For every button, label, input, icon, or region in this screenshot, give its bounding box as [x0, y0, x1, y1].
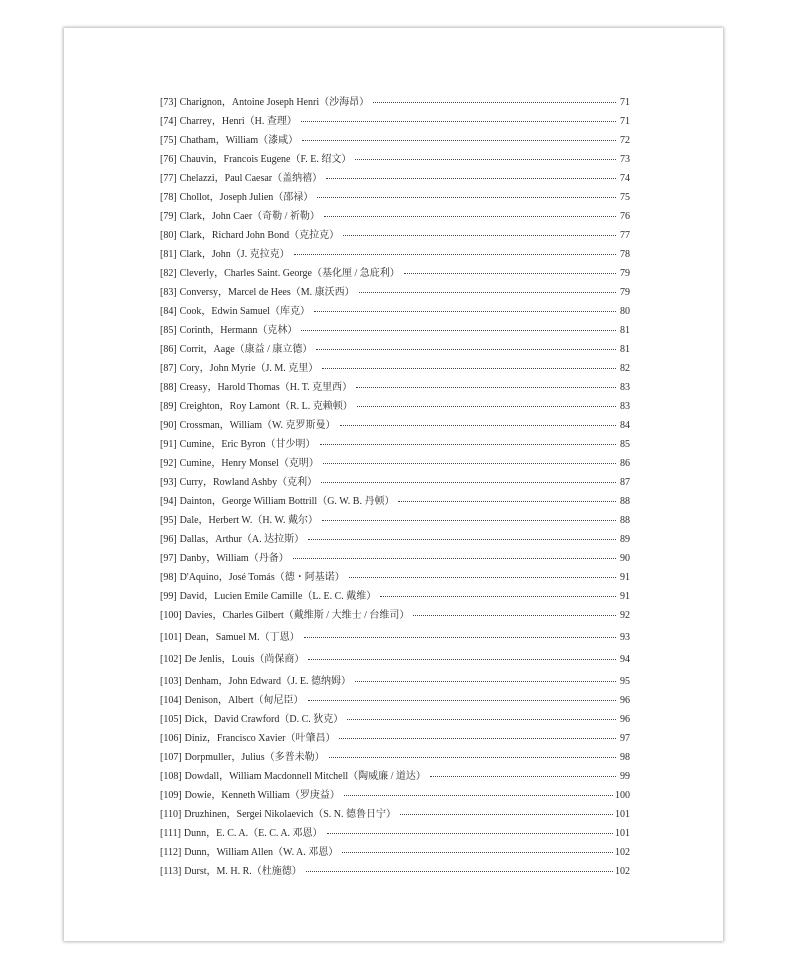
- entry-name: Chauvin，Francois Eugene（F. E. 绍文）: [179, 154, 352, 165]
- toc-entry: [160, 359, 630, 378]
- toc-entry: [160, 862, 630, 881]
- table-of-contents: [160, 93, 630, 881]
- dot-leader: [322, 520, 616, 521]
- toc-entry: [160, 691, 630, 710]
- toc-entry: [160, 748, 630, 767]
- entry-name: Charignon，Antoine Joseph Henri（沙海昂）: [179, 97, 370, 108]
- entry-number: [82]: [160, 268, 177, 279]
- dot-leader: [413, 615, 616, 616]
- entry-number: [103]: [160, 676, 182, 687]
- dot-leader: [316, 349, 616, 350]
- toc-entry: [160, 824, 630, 843]
- entry-name: Cumine，Henry Monsel（克明）: [179, 458, 319, 469]
- dot-leader: [357, 406, 616, 407]
- entry-number: [84]: [160, 306, 177, 317]
- entry-name: Clark，Richard John Bond（克拉克）: [179, 230, 340, 241]
- dot-leader: [344, 795, 613, 796]
- dot-leader: [359, 292, 616, 293]
- dot-leader: [321, 482, 616, 483]
- entry-page-number: 102: [615, 866, 630, 877]
- entry-page-number: 86: [620, 458, 630, 469]
- entry-number: [108]: [160, 771, 182, 782]
- entry-number: [101]: [160, 632, 182, 643]
- dot-leader: [404, 273, 616, 274]
- dot-leader: [355, 159, 616, 160]
- entry-name: Davies，Charles Gilbert（戴维斯 / 大维士 / 台维司）: [184, 610, 410, 621]
- entry-name: Clark，John Caer（奇勒 / 祈勒）: [179, 211, 320, 222]
- toc-entry: [160, 805, 630, 824]
- entry-number: [93]: [160, 477, 177, 488]
- entry-page-number: 92: [620, 610, 630, 621]
- dot-leader: [398, 501, 616, 502]
- entry-name: David，Lucien Emile Camille（L. E. C. 戴维）: [179, 591, 377, 602]
- entry-page-number: 78: [620, 249, 630, 260]
- dot-leader: [349, 577, 616, 578]
- dot-leader: [306, 871, 613, 872]
- toc-entry: [160, 786, 630, 805]
- entry-number: [75]: [160, 135, 177, 146]
- entry-name: Diniz，Francisco Xavier（叶肇昌）: [184, 733, 336, 744]
- entry-page-number: 79: [620, 268, 630, 279]
- dot-leader: [304, 637, 616, 638]
- entry-number: [98]: [160, 572, 177, 583]
- entry-page-number: 91: [620, 591, 630, 602]
- entry-number: [104]: [160, 695, 182, 706]
- entry-number: [89]: [160, 401, 177, 412]
- entry-page-number: 91: [620, 572, 630, 583]
- entry-number: [107]: [160, 752, 182, 763]
- entry-name: Chollot，Joseph Julien（邵禄）: [179, 192, 314, 203]
- dot-leader: [347, 719, 616, 720]
- entry-name: Chatham，William（漆咸）: [179, 135, 299, 146]
- entry-number: [76]: [160, 154, 177, 165]
- entry-name: Danby，William（丹备）: [179, 553, 289, 564]
- toc-entry: [160, 131, 630, 150]
- entry-page-number: 76: [620, 211, 630, 222]
- entry-number: [85]: [160, 325, 177, 336]
- dot-leader: [301, 330, 616, 331]
- toc-entry: [160, 264, 630, 283]
- entry-name: Corinth，Hermann（克林）: [179, 325, 298, 336]
- toc-entry: [160, 606, 630, 628]
- entry-name: Cleverly，Charles Saint. George（基化厘 / 急庇利）: [179, 268, 400, 279]
- entry-page-number: 80: [620, 306, 630, 317]
- entry-name: Charrey，Henri（H. 查理）: [179, 116, 297, 127]
- entry-name: Cory，John Myrie（J. M. 克里）: [179, 363, 319, 374]
- entry-page-number: 83: [620, 401, 630, 412]
- entry-page-number: 74: [620, 173, 630, 184]
- dot-leader: [326, 178, 616, 179]
- entry-name: De Jenlis，Louis（尚保商）: [184, 654, 305, 665]
- entry-page-number: 81: [620, 325, 630, 336]
- entry-name: Conversy，Marcel de Hees（M. 康沃西）: [179, 287, 355, 298]
- dot-leader: [302, 140, 616, 141]
- toc-entry: [160, 93, 630, 112]
- entry-page-number: 96: [620, 714, 630, 725]
- entry-page-number: 101: [615, 809, 630, 820]
- entry-name: D'Aquino，José Tomás（德・阿基诺）: [179, 572, 345, 583]
- toc-entry: [160, 283, 630, 302]
- entry-name: Dunn，William Allen（W. A. 邓恩）: [184, 847, 339, 858]
- entry-number: [73]: [160, 97, 177, 108]
- entry-name: Dunn，E. C. A.（E. C. A. 邓恩）: [183, 828, 323, 839]
- dot-leader: [323, 463, 616, 464]
- entry-name: Dick，David Crawford（D. C. 狄克）: [184, 714, 344, 725]
- entry-number: [100]: [160, 610, 182, 621]
- entry-page-number: 90: [620, 553, 630, 564]
- entry-number: [91]: [160, 439, 177, 450]
- entry-number: [111]: [160, 828, 181, 839]
- toc-entry: [160, 628, 630, 650]
- entry-number: [106]: [160, 733, 182, 744]
- entry-number: [95]: [160, 515, 177, 526]
- entry-number: [87]: [160, 363, 177, 374]
- entry-page-number: 100: [615, 790, 630, 801]
- entry-page-number: 96: [620, 695, 630, 706]
- entry-name: Cumine，Eric Byron（甘少明）: [179, 439, 316, 450]
- entry-name: Dainton，George William Bottrill（G. W. B. 丹顿）: [179, 496, 395, 507]
- toc-entry: [160, 492, 630, 511]
- toc-entry: [160, 530, 630, 549]
- entry-name: Denison，Albert（甸尼臣）: [184, 695, 304, 706]
- entry-page-number: 75: [620, 192, 630, 203]
- dot-leader: [340, 425, 616, 426]
- entry-page-number: 88: [620, 515, 630, 526]
- entry-number: [92]: [160, 458, 177, 469]
- entry-page-number: 84: [620, 420, 630, 431]
- entry-number: [109]: [160, 790, 182, 801]
- entry-page-number: 71: [620, 97, 630, 108]
- dot-leader: [356, 387, 616, 388]
- entry-name: Cook，Edwin Samuel（库克）: [179, 306, 310, 317]
- entry-page-number: 101: [615, 828, 630, 839]
- toc-entry: [160, 473, 630, 492]
- dot-leader: [308, 539, 616, 540]
- entry-page-number: 102: [615, 847, 630, 858]
- entry-name: Dallas，Arthur（A. 达拉斯）: [179, 534, 305, 545]
- entry-name: Chelazzi，Paul Caesar（盖纳禧）: [179, 173, 323, 184]
- dot-leader: [327, 833, 613, 834]
- entry-number: [77]: [160, 173, 177, 184]
- dot-leader: [380, 596, 616, 597]
- entry-number: [113]: [160, 866, 182, 877]
- entry-name: Denham，John Edward（J. E. 德纳姆）: [184, 676, 352, 687]
- dot-leader: [322, 368, 616, 369]
- dot-leader: [301, 121, 616, 122]
- entry-number: [79]: [160, 211, 177, 222]
- entry-number: [86]: [160, 344, 177, 355]
- toc-entry: [160, 188, 630, 207]
- entry-page-number: 73: [620, 154, 630, 165]
- entry-page-number: 93: [620, 632, 630, 643]
- entry-number: [83]: [160, 287, 177, 298]
- toc-entry: [160, 378, 630, 397]
- toc-entry: [160, 302, 630, 321]
- dot-leader: [293, 558, 616, 559]
- entry-page-number: 83: [620, 382, 630, 393]
- entry-page-number: 99: [620, 771, 630, 782]
- entry-number: [110]: [160, 809, 182, 820]
- entry-page-number: 98: [620, 752, 630, 763]
- entry-name: Durst，M. H. R.（杜施德）: [184, 866, 302, 877]
- entry-name: Dowie，Kenneth William（罗庚益）: [184, 790, 340, 801]
- toc-entry: [160, 549, 630, 568]
- dot-leader: [430, 776, 616, 777]
- dot-leader: [317, 197, 616, 198]
- entry-number: [97]: [160, 553, 177, 564]
- toc-entry: [160, 207, 630, 226]
- toc-entry: [160, 843, 630, 862]
- entry-page-number: 79: [620, 287, 630, 298]
- entry-number: [81]: [160, 249, 177, 260]
- dot-leader: [294, 254, 616, 255]
- entry-number: [112]: [160, 847, 182, 858]
- toc-entry: [160, 729, 630, 748]
- toc-entry: [160, 150, 630, 169]
- dot-leader: [308, 700, 616, 701]
- entry-number: [102]: [160, 654, 182, 665]
- entry-number: [105]: [160, 714, 182, 725]
- toc-entry: [160, 454, 630, 473]
- dot-leader: [329, 757, 616, 758]
- toc-entry: [160, 397, 630, 416]
- entry-page-number: 94: [620, 654, 630, 665]
- toc-entry: [160, 245, 630, 264]
- entry-page-number: 97: [620, 733, 630, 744]
- dot-leader: [308, 659, 616, 660]
- entry-name: Corrit，Aage（康益 / 康立德）: [179, 344, 313, 355]
- entry-name: Curry，Rowland Ashby（克利）: [179, 477, 318, 488]
- entry-number: [88]: [160, 382, 177, 393]
- entry-name: Creighton，Roy Lamont（R. L. 克赖顿）: [179, 401, 353, 412]
- entry-page-number: 85: [620, 439, 630, 450]
- entry-number: [78]: [160, 192, 177, 203]
- dot-leader: [320, 444, 617, 445]
- entry-number: [74]: [160, 116, 177, 127]
- dot-leader: [339, 738, 616, 739]
- toc-entry: [160, 321, 630, 340]
- entry-number: [80]: [160, 230, 177, 241]
- entry-name: Dean，Samuel M.（丁恩）: [184, 632, 300, 643]
- entry-number: [90]: [160, 420, 177, 431]
- entry-page-number: 82: [620, 363, 630, 374]
- toc-entry: [160, 416, 630, 435]
- dot-leader: [355, 681, 616, 682]
- toc-entry: [160, 169, 630, 188]
- entry-name: Crossman，William（W. 克罗斯曼）: [179, 420, 336, 431]
- entry-page-number: 72: [620, 135, 630, 146]
- entry-name: Druzhinen，Sergei Nikolaevich（S. N. 德鲁日宁）: [184, 809, 397, 820]
- entry-page-number: 87: [620, 477, 630, 488]
- dot-leader: [314, 311, 616, 312]
- toc-entry: [160, 435, 630, 454]
- entry-page-number: 81: [620, 344, 630, 355]
- dot-leader: [343, 235, 616, 236]
- entry-name: Clark，John（J. 克拉克）: [179, 249, 290, 260]
- entry-page-number: 89: [620, 534, 630, 545]
- entry-name: Dowdall，William Macdonnell Mitchell（陶威廉 / 道达）: [184, 771, 426, 782]
- entry-name: Creasy，Harold Thomas（H. T. 克里西）: [179, 382, 353, 393]
- toc-entry: [160, 767, 630, 786]
- toc-entry: [160, 672, 630, 691]
- toc-entry: [160, 511, 630, 530]
- toc-entry: [160, 226, 630, 245]
- toc-entry: [160, 710, 630, 729]
- dot-leader: [400, 814, 613, 815]
- dot-leader: [373, 102, 616, 103]
- entry-page-number: 88: [620, 496, 630, 507]
- toc-entry: [160, 112, 630, 131]
- entry-page-number: 71: [620, 116, 630, 127]
- entry-name: Dorpmuller，Julius（多普未勒）: [184, 752, 325, 763]
- entry-number: [94]: [160, 496, 177, 507]
- toc-entry: [160, 340, 630, 359]
- entry-number: [99]: [160, 591, 177, 602]
- entry-page-number: 77: [620, 230, 630, 241]
- entry-name: Dale，Herbert W.（H. W. 戴尔）: [179, 515, 318, 526]
- toc-entry: [160, 568, 630, 587]
- dot-leader: [324, 216, 616, 217]
- toc-entry: [160, 587, 630, 606]
- entry-number: [96]: [160, 534, 177, 545]
- toc-entry: [160, 650, 630, 672]
- entry-page-number: 95: [620, 676, 630, 687]
- dot-leader: [342, 852, 613, 853]
